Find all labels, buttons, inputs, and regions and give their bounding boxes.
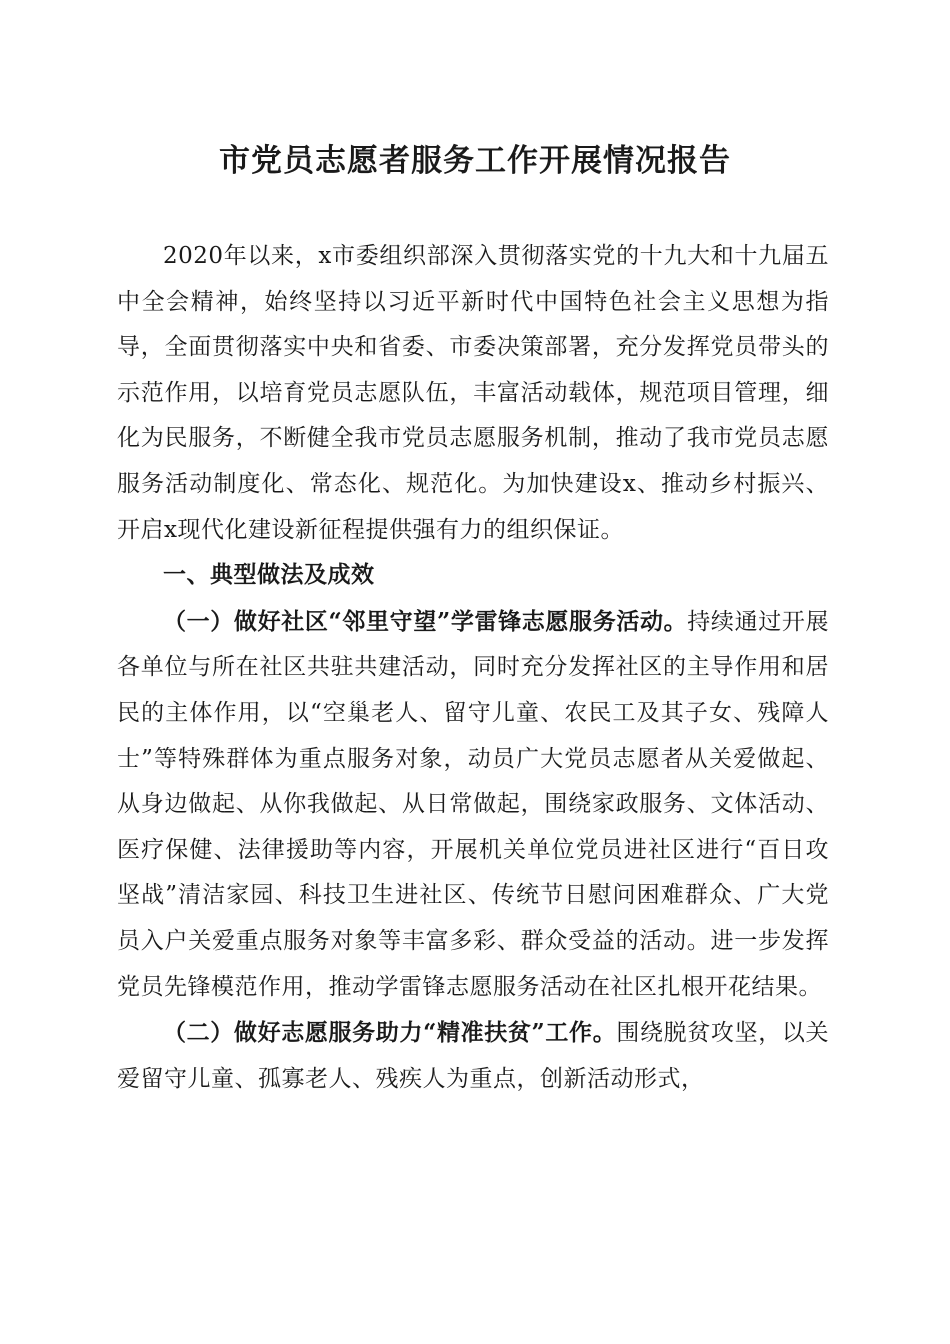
item-1-title: （一）做好社区“邻里守望”学雷锋志愿服务活动。 xyxy=(163,607,688,635)
item-2-paragraph xyxy=(117,1010,829,1102)
item-1-text: 持续通过开展各单位与所在社区共驻共建活动，同时充分发挥社区的主导作用和居民的主体作用，以“空巢老人、留守儿童、农民工及其子女、残障人士”等特殊群体为重点服务对象，动员广大党员志愿者从关爱做起、从身边做起、从你我做起、从日常做起，围绕家政服务、文体活动、医疗保健、法律援助等内容，开展机关单位党员进社区进行“百日攻坚战”清洁家园、科技卫生进社区、传统节日慰问困难群众、广大党员入户关爱重点服务对象等丰富多彩、群众受益的活动。进一步发挥党员先锋模范作用，推动学雷锋志愿服务活动在社区扎根开花结果。 xyxy=(117,608,830,1000)
document-body xyxy=(117,234,829,1102)
item-2-text: 围绕脱贫攻坚，以关爱留守儿童、孤寡老人、残疾人为重点，创新活动形式， xyxy=(117,1020,829,1092)
document-title: 市党员志愿者服务工作开展情况报告 xyxy=(219,143,731,179)
item-1-paragraph xyxy=(117,599,829,1010)
item-2-title: （二）做好志愿服务助力“精准扶贫”工作。 xyxy=(163,1019,617,1047)
section-heading: 一、典型做法及成效 xyxy=(163,562,375,589)
intro-paragraph: 2020年以来，x市委组织部深入贯彻落实党的十九大和十九届五中全会精神，始终坚持以习近平新时代中国特色社会主义思想为指导，全面贯彻落实中央和省委、市委决策部署，充分发挥党员带头的示范作用，以培育党员志愿队伍，丰富活动载体，规范项目管理，细化为民服务，不断健全我市党员志愿服务机制，推动了我市党员志愿服务活动制度化、常态化、规范化。为加快建设x、推动乡村振兴、开启x现代化建设新征程提供强有力的组织保证。 xyxy=(117,243,829,543)
